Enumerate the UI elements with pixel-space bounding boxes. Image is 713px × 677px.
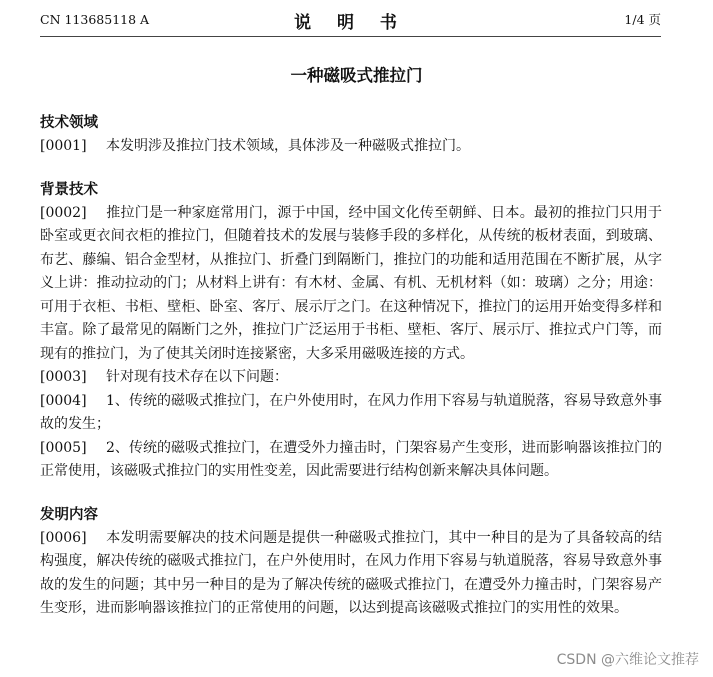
header-rule: [40, 36, 661, 37]
paragraph-0004: [40, 390, 662, 437]
publication-number: CN 113685118 A: [40, 11, 150, 27]
paragraph-text: 本发明需要解决的技术问题是提供一种磁吸式推拉门，其中一种目的是为了具备较高的结构强度，解决传统的磁吸式推拉门，在户外使用时，在风力作用下容易与轨道脱落，容易导致意外事故的发生的问题；其中另一种目的是为了解决传统的磁吸式推拉门，在遭受外力撞击时，门架容易产生变形，进而影响器该推拉门的正常使用的问题，以达到提高该磁吸式推拉门的实用性的效果。: [40, 529, 662, 616]
paragraph-number: [0003]: [40, 369, 87, 385]
paragraph-0003: [40, 366, 662, 390]
section-heading-tech-field: 技术领域: [40, 115, 98, 131]
section-heading-summary: 发明内容: [40, 506, 98, 523]
document-type: 说 明 书: [294, 13, 407, 33]
paragraph-text: 1、传统的磁吸式推拉门，在户外使用时，在风力作用下容易与轨道脱落，容易导致意外事故的发生；: [40, 392, 662, 432]
document-body: [40, 112, 662, 621]
paragraph-number: [0001]: [40, 138, 87, 154]
paragraph-text: 2、传统的磁吸式推拉门，在遭受外力撞击时，门架容易产生变形，进而影响器该推拉门的正常使用，该磁吸式推拉门的实用性变差，因此需要进行结构创新来解决具体问题。: [40, 439, 662, 479]
csdn-watermark: CSDN @六维论文推荐: [556, 652, 699, 668]
paragraph-0006: [40, 527, 662, 621]
paragraph-number: [0004]: [40, 392, 87, 409]
paragraph-number: [0002]: [40, 204, 87, 221]
section-heading-background: 背景技术: [40, 181, 98, 198]
document-title: 一种磁吸式推拉门: [290, 66, 423, 85]
page-header: [40, 6, 661, 32]
paragraph-0005: [40, 437, 662, 484]
paragraph-number: [0006]: [40, 529, 87, 546]
paragraph-text: 推拉门是一种家庭常用门，源于中国，经中国文化传至朝鲜、日本。最初的推拉门只用于卧室或更衣间衣柜的推拉门，但随着技术的发展与装修手段的多样化，从传统的板材表面，到玻璃、布艺、藤编、铝合金型材，从推拉门、折叠门到隔断门，推拉门的功能和适用范围在不断扩展，从字义上讲：推动拉动的门；从材料上讲有：有木材、金属、有机、无机材料（如：玻璃）之分；用途：可用于衣柜、书柜、壁柜、卧室、客厅、展示厅之门。在这种情况下，推拉门的运用开始变得多样和丰富。除了最常见的隔断门之外，推拉门广泛运用于书柜、壁柜、客厅、展示厅、推拉式户门等，而现有的推拉门，为了使其关闭时连接紧密，大多采用磁吸连接的方式。: [40, 204, 662, 362]
paragraph-number: [0005]: [40, 439, 87, 456]
paragraph-text: 本发明涉及推拉门技术领域，具体涉及一种磁吸式推拉门。: [106, 138, 470, 154]
page-number: 1/4 页: [624, 12, 661, 27]
paragraph-0001: [40, 135, 662, 159]
paragraph-text: 针对现有技术存在以下问题：: [106, 369, 288, 385]
paragraph-0002: [40, 202, 662, 367]
